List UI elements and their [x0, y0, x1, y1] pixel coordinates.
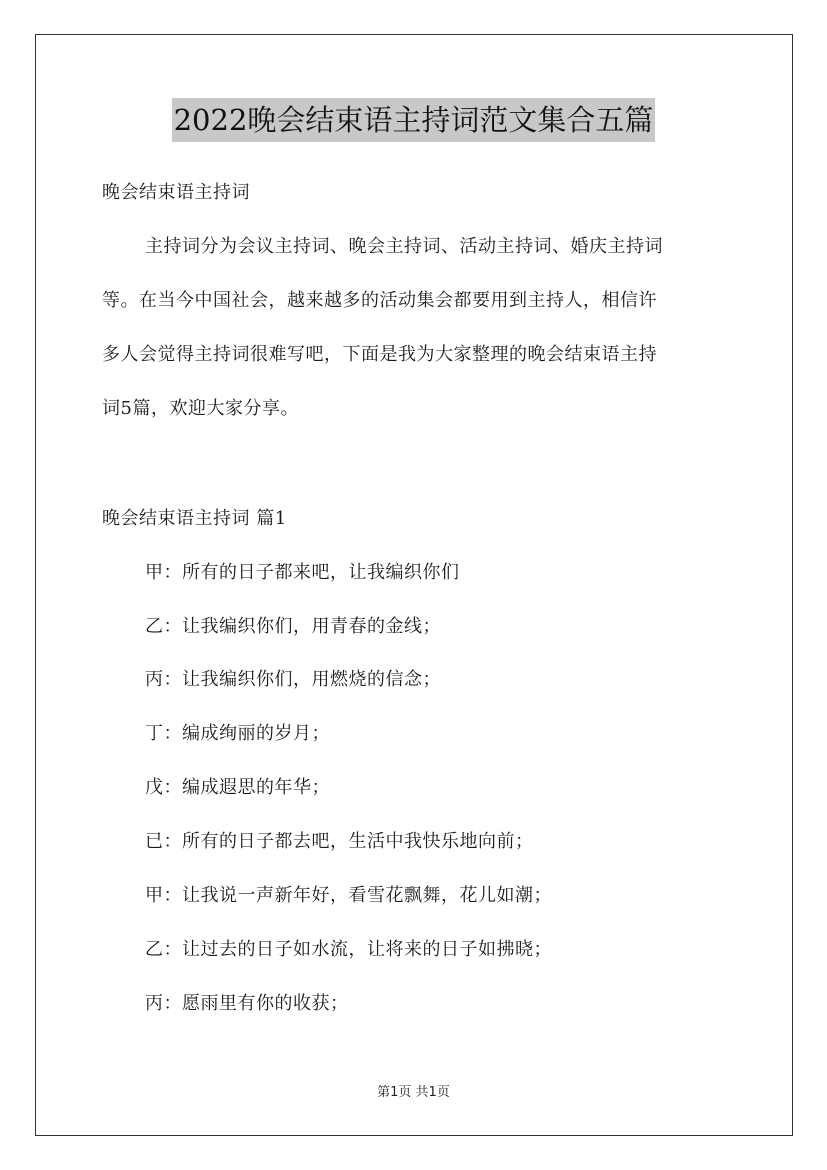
dialog-line-5: 戊：编成遐思的年华；	[145, 777, 330, 798]
intro-line-3: 多人会觉得主持词很难写吧，下面是我为大家整理的晚会结束语主持	[102, 344, 657, 365]
dialog-line-9: 丙：愿雨里有你的收获；	[145, 993, 349, 1014]
section-heading: 晚会结束语主持词	[102, 182, 250, 203]
intro-paragraph	[102, 220, 727, 436]
dialog-line-8: 乙：让过去的日子如水流，让将来的日子如拂晓；	[145, 939, 552, 960]
dialog-line-6: 已：所有的日子都去吧，生活中我快乐地向前；	[145, 831, 534, 852]
part-heading: 晚会结束语主持词 篇1	[102, 508, 287, 529]
dialog-line-7: 甲：让我说一声新年好，看雪花飘舞，花儿如潮；	[145, 885, 552, 906]
page-footer: 第1页 共1页	[377, 1085, 450, 1100]
intro-line-4: 词5篇，欢迎大家分享。	[102, 398, 299, 419]
dialog-line-2: 乙：让我编织你们，用青春的金线；	[145, 616, 441, 637]
dialog-line-4: 丁：编成绚丽的岁月；	[145, 723, 330, 744]
dialog-line-1: 甲：所有的日子都来吧，让我编织你们	[145, 562, 460, 583]
document-title: 2022晚会结束语主持词范文集合五篇	[172, 98, 656, 142]
intro-line-1: 主持词分为会议主持词、晚会主持词、活动主持词、婚庆主持词	[145, 236, 663, 257]
intro-line-2: 等。在当今中国社会，越来越多的活动集会都要用到主持人，相信许	[102, 290, 657, 311]
dialog-line-3: 丙：让我编织你们，用燃烧的信念；	[145, 669, 441, 690]
title-container	[0, 98, 827, 142]
